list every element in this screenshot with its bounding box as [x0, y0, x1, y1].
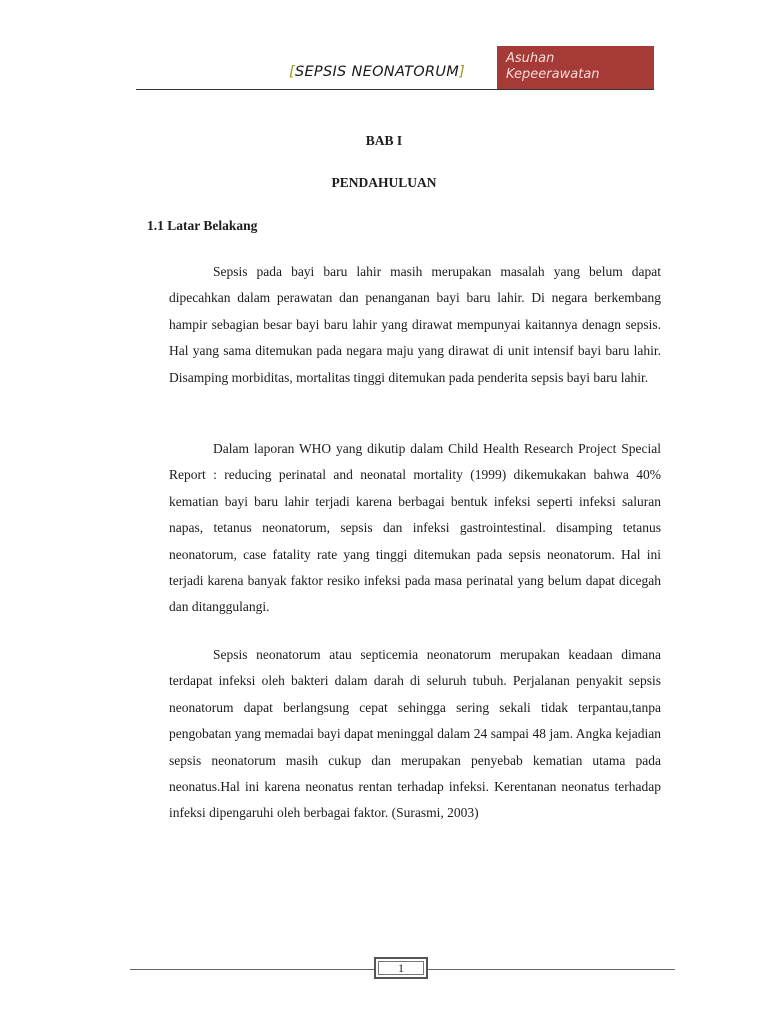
chapter-title: PENDAHULUAN — [331, 175, 437, 190]
header-tag-line1: Asuhan — [506, 51, 555, 66]
page-number-box — [374, 957, 428, 979]
header-bracket-open: [ — [289, 64, 295, 80]
header-bracket-close: ] — [459, 64, 466, 80]
header-title — [289, 64, 465, 80]
paragraph-2: Dalam laporan WHO yang dikutip dalam Child Health Research Project Special Report : reducing perinatal and neonatal mortality (1999) dikemukakan bahwa 40% kematian bayi baru lahir terjadi karena berbagai bentuk infeksi seperti infeksi saluran napas, tetanus neonatorum, sepsis dan infeksi gastrointestinal. disamping tetanus neonatorum, case fatality rate yang tinggi ditemukan pada sepsis neonatorum. Hal ini terjadi karena banyak faktor resiko infeksi pada masa perinatal yang belum dapat dicegah dan ditanggulangi. — [169, 441, 661, 615]
header-rule — [136, 89, 654, 90]
header-tag-line2: Kepeerawatan — [506, 67, 600, 82]
header-tag-box — [497, 46, 654, 90]
section-heading: 1.1 Latar Belakang — [147, 218, 258, 233]
chapter-number: BAB I — [365, 133, 403, 148]
header-title-text: SEPSIS NEONATORUM — [294, 64, 460, 80]
page-number: 1 — [398, 960, 404, 975]
paragraph-3: Sepsis neonatorum atau septicemia neonatorum merupakan keadaan dimana terdapat infeksi oleh bakteri dalam darah di seluruh tubuh. Perjalanan penyakit sepsis neonatorum dapat berlangsung cepat sehingga sering sekali tidak terpantau,tanpa pengobatan yang memadai bayi dapat meninggal dalam 24 sampai 48 jam. Angka kejadian sepsis neonatorum masih cukup dan merupakan penyebab kematian utama pada neonatus.Hal ini karena neonatus rentan terhadap infeksi. Kerentanan neonatus terhadap infeksi dipengaruhi oleh berbagai faktor. (Surasmi, 2003) — [169, 647, 661, 821]
paragraph-1: Sepsis pada bayi baru lahir masih merupakan masalah yang belum dapat dipecahkan dalam perawatan dan penanganan bayi baru lahir. Di negara berkembang hampir sebagian besar bayi baru lahir yang dirawat mempunyai kaitannya denagn sepsis. Hal yang sama ditemukan pada negara maju yang dirawat di unit intensif bayi baru lahir. Disamping morbiditas, mortalitas tinggi ditemukan pada penderita sepsis bayi baru lahir. — [169, 264, 661, 385]
